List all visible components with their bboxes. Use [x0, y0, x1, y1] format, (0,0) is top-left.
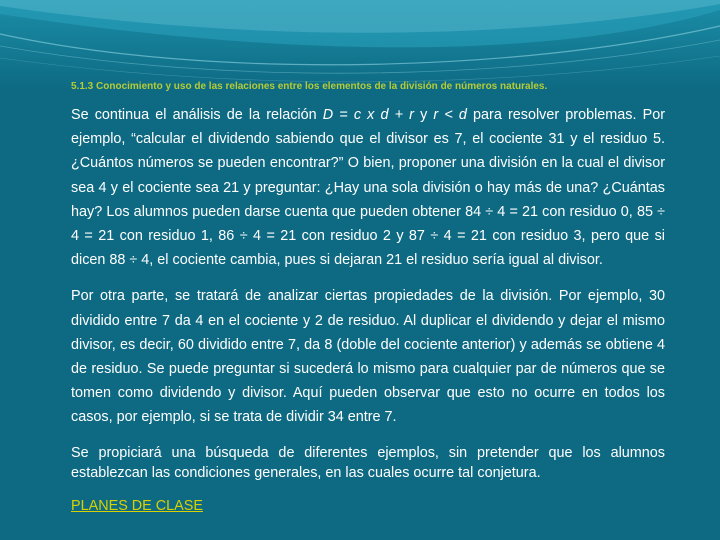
- section-heading: 5.1.3 Conocimiento y uso de las relaciones entre los elementos de la división de números naturales.: [71, 81, 548, 92]
- paragraph-1-body: para resolver problemas. Por ejemplo, “calcular el dividendo sabiendo que el divisor es 7, el cociente 31 y el residuo 5. ¿Cuántos números se pueden encontrar?” O bien, proponer una división en la cual el divisor sea 4 y el cociente sea 21 y preguntar: ¿Hay una sola división o hay más de una? ¿Cuántas hay? Los alumnos pueden darse cuenta que pueden obtener 84 ÷ 4 = 21 con residuo 0, 85 ÷ 4 = 21 con residuo 1, 86 ÷ 4 = 21 con residuo 2 y 87 ÷ 4 = 21 con residuo 3, pero que si dicen 88 ÷ 4, el cociente cambia, pues si dejaran 21 el residuo sería igual al divisor.: [71, 107, 665, 269]
- relation-formula: D = c x d + r: [322, 107, 414, 123]
- paragraph-1-intro: Se continua el análisis de la relación: [71, 107, 323, 123]
- paragraph-2: Por otra parte, se tratará de analizar ciertas propiedades de la división. Por ejemplo, 30 dividido entre 7 da 4 en el cociente y 2 de residuo. Al duplicar el dividendo y dejar el mismo divisor, es decir, 60 dividido entre 7, da 8 (doble del cociente anterior) y además se obtiene 4 de residuo. Se puede preguntar si sucederá lo mismo para cualquier par de números que se tomen como dividendo y divisor. Aquí pueden observar que esto no ocurre en todos los casos, por ejemplo, si se trata de dividir 34 entre 7.: [71, 288, 665, 426]
- planes-de-clase-link[interactable]: PLANES DE CLASE: [71, 497, 203, 514]
- slide-content: [71, 103, 665, 515]
- residue-condition: r < d: [433, 107, 467, 123]
- paragraph-1: [71, 103, 665, 272]
- paragraph-1-y: y: [413, 107, 434, 123]
- paragraph-3: Se propiciará una búsqueda de diferentes ejemplos, sin pretender que los alumnos establezcan las condiciones generales, en las cuales ocurre tal conjetura.: [71, 444, 665, 481]
